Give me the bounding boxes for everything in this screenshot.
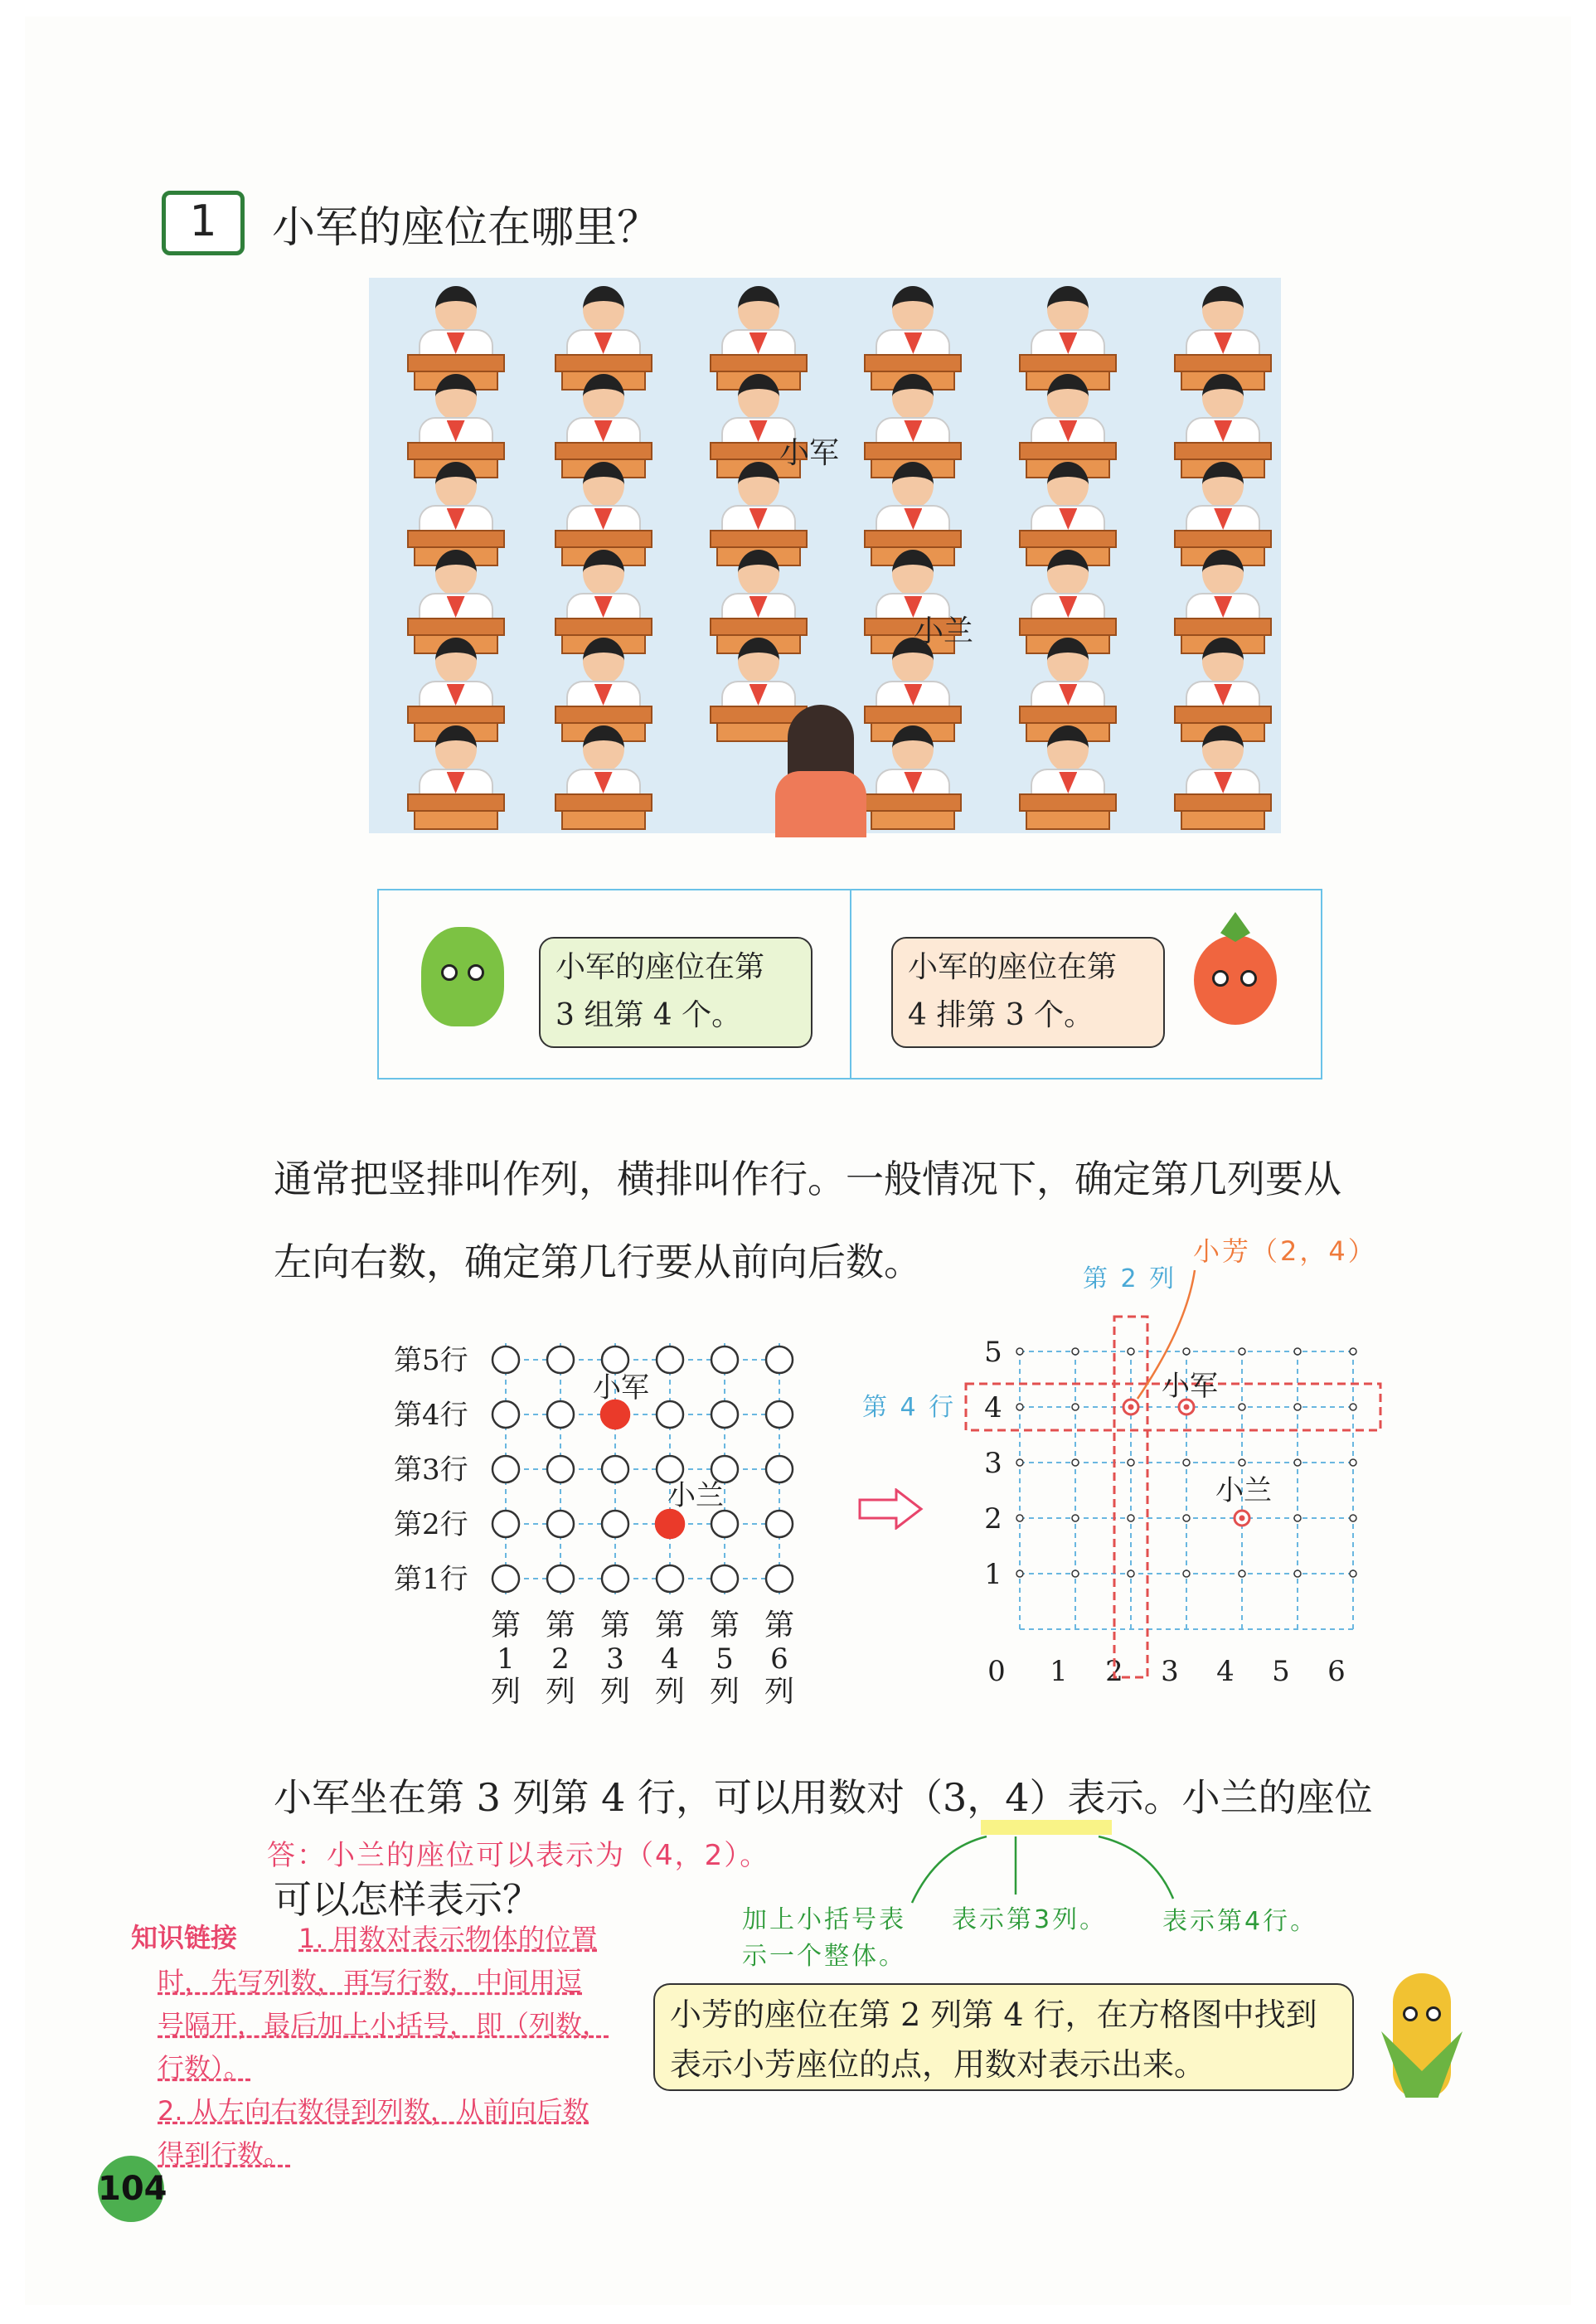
seat-dot	[602, 1456, 628, 1482]
seat-dot	[711, 1511, 738, 1537]
row-label: 第2行	[394, 1508, 468, 1541]
column-label-number: 5	[716, 1642, 734, 1676]
grid-point	[1350, 1404, 1356, 1410]
row-label: 第1行	[394, 1563, 468, 1596]
pepper-character-icon	[421, 927, 504, 1026]
grid-point	[1294, 1515, 1301, 1521]
column-label-bottom: 列	[545, 1675, 576, 1709]
grid-point	[1239, 1459, 1245, 1466]
explanation-paragraph: 通常把竖排叫作列，横排叫作行。一般情况下，确定第几列要从 左向右数，确定第几行要从前向后数。	[274, 1157, 1341, 1284]
seat-dot	[657, 1401, 683, 1428]
seat-dot	[711, 1346, 738, 1373]
seat-dot	[766, 1511, 793, 1537]
grid-point	[1183, 1459, 1190, 1466]
grid-label-xiaolan: 小兰	[667, 1479, 724, 1512]
y-axis-label: 5	[984, 1336, 1002, 1369]
scene-label-xiaojun: 小军	[779, 436, 840, 470]
column-label-number: 3	[606, 1642, 624, 1676]
column-label-top: 第	[545, 1608, 576, 1642]
grid-label-xiaojun: 小军	[593, 1371, 649, 1405]
grid-point	[1294, 1404, 1301, 1410]
seat-dot	[492, 1401, 519, 1428]
column-label-bottom: 列	[599, 1675, 631, 1709]
column-label-bottom: 列	[654, 1675, 686, 1709]
column-label-bottom: 列	[709, 1675, 740, 1709]
seat-dot	[492, 1346, 519, 1373]
seat-dot	[547, 1565, 574, 1592]
grid-point	[1183, 1570, 1190, 1577]
grid-point	[1072, 1515, 1079, 1521]
seat-dot	[657, 1346, 683, 1373]
grid-point	[1016, 1404, 1023, 1410]
x-axis-label: 6	[1327, 1655, 1346, 1688]
knowledge-link-title: 知识链接	[131, 1922, 238, 1953]
column-label-number: 1	[497, 1642, 515, 1676]
grid-label-xiaolan: 小兰	[1215, 1474, 1272, 1507]
grid-point	[1239, 1570, 1245, 1577]
annotation-parentheses: 加上小括号表 示一个整体。	[742, 1905, 906, 1971]
x-axis-label: 2	[1105, 1655, 1123, 1688]
column-label-top: 第	[709, 1608, 740, 1642]
row-note: 第 4 行	[862, 1393, 957, 1422]
grid-point	[1016, 1515, 1023, 1521]
grid-point	[1016, 1459, 1023, 1466]
seat-dot	[547, 1346, 574, 1373]
seat-dot	[711, 1401, 738, 1428]
grid-point	[1072, 1348, 1079, 1355]
xiaofang-note: 小芳（2，4）	[1193, 1235, 1377, 1267]
annotation-row: 表示第4行。	[1162, 1907, 1318, 1936]
seat-dot	[547, 1456, 574, 1482]
seat-grid-left	[381, 1327, 829, 1725]
handwritten-answer: 答：小兰的座位可以表示为（4，2）。	[267, 1839, 770, 1872]
column-label-bottom: 列	[764, 1675, 795, 1709]
column-label-top: 第	[654, 1608, 686, 1642]
marked-point-center	[1128, 1405, 1134, 1410]
column-label-bottom: 列	[490, 1675, 521, 1709]
knowledge-line: 时，先写列数，再写行数，中间用逗	[158, 1966, 583, 1997]
x-axis-label: 4	[1216, 1655, 1235, 1688]
grid-label-xiaojun: 小军	[1162, 1370, 1218, 1403]
seat-dot-filled	[656, 1510, 684, 1538]
seat-dot	[657, 1565, 683, 1592]
column-label-number: 6	[770, 1642, 788, 1676]
y-axis-label: 2	[984, 1502, 1002, 1536]
row-label: 第3行	[394, 1453, 468, 1487]
grid-point	[1350, 1348, 1356, 1355]
page-number: 104	[98, 2156, 164, 2222]
grid-point	[1128, 1348, 1134, 1355]
seat-dot	[766, 1346, 793, 1373]
column-label-top: 第	[490, 1608, 521, 1642]
row-label: 第4行	[394, 1399, 468, 1432]
example-number-badge: 1	[162, 191, 245, 255]
number-pair-paragraph: 小军坐在第 3 列第 4 行，可以用数对（3，4）表示。小兰的座位	[274, 1775, 1373, 1820]
seat-dot	[602, 1565, 628, 1592]
grid-point	[1072, 1459, 1079, 1466]
seat-dot	[547, 1511, 574, 1537]
grid-point	[1128, 1515, 1134, 1521]
grid-point	[1294, 1459, 1301, 1466]
grid-point	[1350, 1515, 1356, 1521]
number-pair-question: 可以怎样表示？	[274, 1877, 541, 1922]
x-axis-label: 1	[1050, 1655, 1068, 1688]
grid-point	[1350, 1459, 1356, 1466]
column-note: 第 2 列	[1083, 1264, 1177, 1293]
seat-dot	[766, 1456, 793, 1482]
grid-point	[1016, 1348, 1023, 1355]
x-axis-label: 5	[1272, 1655, 1290, 1688]
grid-point	[1294, 1570, 1301, 1577]
speech-bubble-right: 小军的座位在第 4 排第 3 个。	[891, 937, 1165, 1048]
grid-point	[1128, 1459, 1134, 1466]
column-label-number: 2	[551, 1642, 570, 1676]
seat-dot	[492, 1511, 519, 1537]
marked-point-center	[1184, 1405, 1190, 1410]
x-axis-label: 3	[1161, 1655, 1179, 1688]
grid-point	[1016, 1570, 1023, 1577]
seat-dot	[492, 1565, 519, 1592]
knowledge-link-body	[158, 1917, 647, 2176]
knowledge-line: 2. 从左向右数得到列数，从前向后数	[158, 2095, 589, 2127]
coordinate-grid-right	[846, 1227, 1426, 1691]
marked-point-center	[1239, 1516, 1245, 1521]
tomato-character-icon	[1194, 935, 1277, 1025]
knowledge-line: 行数）。	[158, 2052, 251, 2084]
seat-dot	[547, 1401, 574, 1428]
column-label-top: 第	[764, 1608, 795, 1642]
seat-dot-filled	[601, 1400, 629, 1429]
seat-dot	[711, 1565, 738, 1592]
seat-dot	[602, 1346, 628, 1373]
grid-point	[1072, 1404, 1079, 1410]
grid-point	[1072, 1570, 1079, 1577]
seat-dot	[766, 1401, 793, 1428]
knowledge-line: 得到行数。	[158, 2138, 291, 2170]
grid-point	[1294, 1348, 1301, 1355]
grid-point	[1183, 1348, 1190, 1355]
seat-dot	[602, 1511, 628, 1537]
grid-point	[1350, 1570, 1356, 1577]
y-axis-label: 4	[984, 1391, 1002, 1424]
example-title: 小军的座位在哪里？	[272, 203, 661, 253]
scene-label-xiaolan: 小兰	[914, 614, 974, 648]
corn-character-icon	[1393, 1973, 1451, 2098]
knowledge-line: 1. 用数对表示物体的位置	[298, 1923, 598, 1954]
grid-point	[1128, 1570, 1134, 1577]
seat-dot	[766, 1565, 793, 1592]
teacher-figure	[775, 705, 866, 837]
grid-point	[1183, 1515, 1190, 1521]
annotation-column: 表示第3列。	[952, 1905, 1108, 1934]
y-axis-label: 1	[984, 1558, 1002, 1591]
y-axis-label: 3	[984, 1447, 1002, 1480]
grid-point	[1239, 1348, 1245, 1355]
speech-bubble-left: 小军的座位在第 3 组第 4 个。	[539, 937, 813, 1048]
seat-dot	[492, 1456, 519, 1482]
knowledge-line: 号隔开，最后加上小括号，即（列数，	[158, 2009, 609, 2040]
grid-point	[1239, 1404, 1245, 1410]
column-label-top: 第	[599, 1608, 631, 1642]
task-bubble: 小芳的座位在第 2 列第 4 行，在方格图中找到 表示小芳座位的点，用数对表示出来。	[653, 1983, 1354, 2091]
dialog-divider	[850, 889, 851, 1080]
row-label: 第5行	[394, 1344, 468, 1377]
column-label-number: 4	[661, 1642, 679, 1676]
x-axis-label: 0	[987, 1655, 1006, 1688]
